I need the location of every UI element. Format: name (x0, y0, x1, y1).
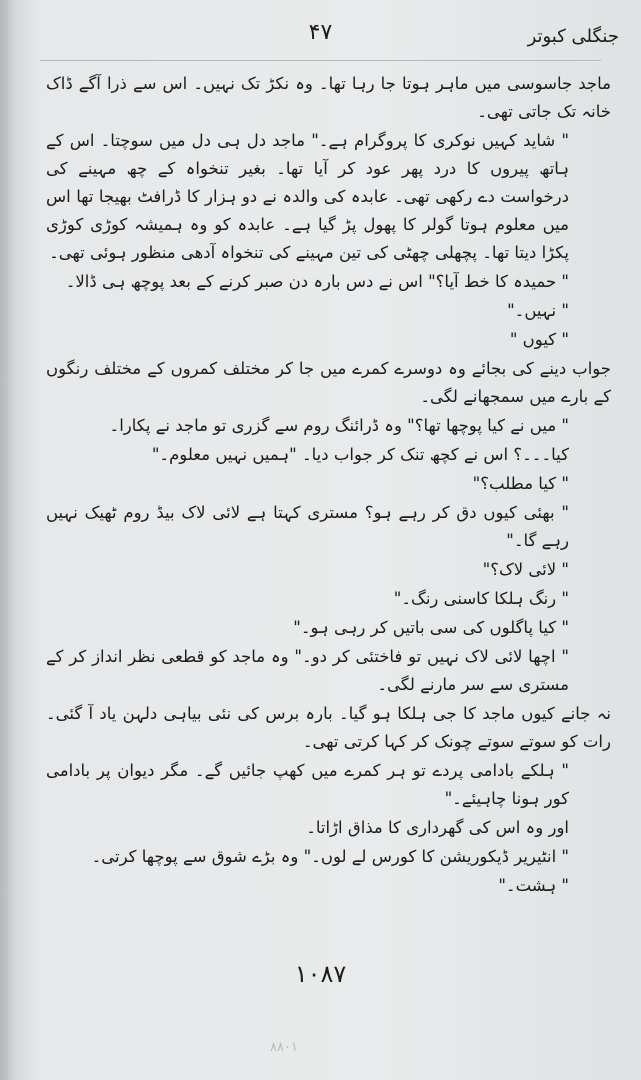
paragraph: " رنگ ہلکا کاسنی رنگ۔" (393, 589, 569, 608)
page-footer-number: ۱۰۸۷ (294, 960, 347, 988)
bleed-through-text: ۸۸۰۱ (270, 1040, 298, 1055)
paragraph: جواب دینے کی بجائے وہ دوسرے کمرے میں جا کر مختلف کمروں کے مختلف رنگوں کے بارے میں سمجھانے لگی۔ (46, 359, 611, 406)
running-title: جنگلی کبوتر (527, 26, 619, 47)
paragraph: " شاید کہیں نوکری کا پروگرام ہے۔" ماجد دل ہی دل میں سوچتا۔ اس کے ہاتھ پیروں کا درد پھر عود کر آیا تھا۔ بغیر تنخواہ کے چھ مہینے کی درخواست دے رکھی تھی۔ عابدہ کی والدہ نے دو ہزار کا ڈرافٹ بھیجا تھا اس میں معلوم ہوتا گولر کا پھول پڑ گیا ہے۔ عابدہ کو وہ ہمیشہ کوڑی کوڑی پکڑا دیتا تھا۔ پچھلی چھٹی کی تین مہینے کی تنخواہ آدھی منظور ہوئی تھی۔ (46, 131, 569, 262)
paragraph: " لائی لاک؟" (482, 560, 569, 579)
paragraph: " نہیں۔" (507, 301, 569, 320)
paragraph: " ہلکے بادامی پردے تو ہر کمرے میں کھپ جائیں گے۔ مگر دیوان پر بادامی کور ہونا چاہیئے۔" (46, 761, 569, 808)
paragraph: " ہشت۔" (498, 876, 569, 895)
body-text (46, 70, 611, 901)
paragraph: ماجد جاسوسی میں ماہر ہوتا جا رہا تھا۔ وہ نکڑ تک نہیں۔ اس سے ذرا آگے ڈاک خانہ تک جاتی تھی۔ (46, 74, 611, 121)
paragraph: نہ جانے کیوں ماجد کا جی ہلکا ہو گیا۔ بارہ برس کی نئی بیاہی دلہن یاد آ گئی۔ رات کو سوتے سوتے چونک کر کہا کرتی تھی۔ (46, 704, 611, 751)
paragraph: " حمیدہ کا خط آیا؟" اس نے دس بارہ دن صبر کرنے کے بعد پوچھ ہی ڈالا۔ (65, 272, 569, 291)
paragraph: " بھئی کیوں دق کر رہے ہو؟ مستری کہتا ہے لائی لاک بیڈ روم ٹھیک نہیں رہے گا۔" (46, 503, 569, 550)
header-divider (40, 60, 601, 61)
paragraph: کیا۔۔۔؟ اس نے کچھ تنک کر جواب دیا۔ "ہمیں نہیں معلوم۔" (151, 445, 569, 464)
paragraph: " اچھا لائی لاک نہیں تو فاختئی کر دو۔" وہ ماجد کو قطعی نظر انداز کر کے مستری سے سر مارنے لگی۔ (46, 647, 569, 694)
page-number: ۴۷ (308, 20, 333, 45)
paragraph: " میں نے کیا پوچھا تھا؟" وہ ڈرائنگ روم سے گزری تو ماجد نے پکارا۔ (109, 416, 569, 435)
paragraph: " کیا پاگلوں کی سی باتیں کر رہی ہو۔" (293, 618, 569, 637)
paragraph: " کیوں " (509, 330, 569, 349)
paragraph: " انٹیریر ڈیکوریشن کا کورس لے لوں۔" وہ بڑے شوق سے پوچھا کرتی۔ (91, 847, 569, 866)
paragraph: " کیا مطلب؟" (472, 474, 569, 493)
paragraph: اور وہ اس کی گھرداری کا مذاق اڑاتا۔ (306, 818, 569, 837)
